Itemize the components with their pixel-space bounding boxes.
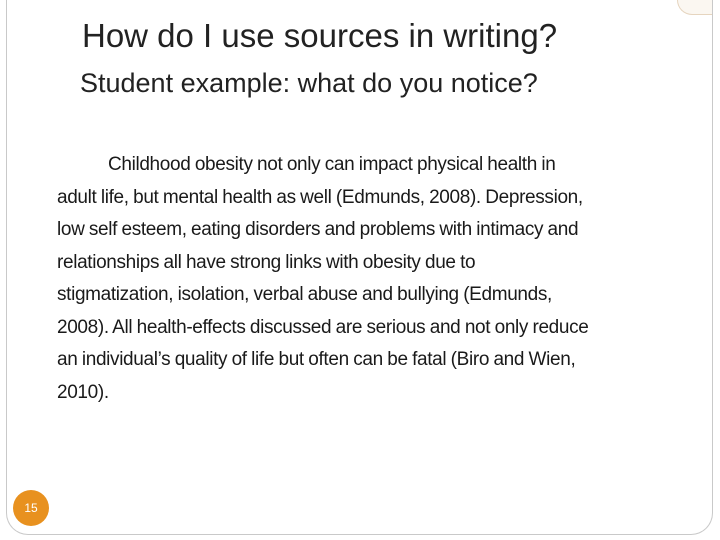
slide-title: How do I use sources in writing? [82, 17, 558, 54]
body-line: an individual’s quality of life but often can be fatal (Biro and Wien, [57, 349, 576, 370]
body-paragraph [57, 149, 687, 409]
slide-subtitle: Student example: what do you notice? [80, 68, 538, 98]
body-line: 2008). All health-effects discussed are serious and not only reduce [57, 316, 589, 338]
body-line: 2010). [57, 381, 109, 403]
body-line: stigmatization, isolation, verbal abuse and bullying (Edmunds, [57, 284, 552, 305]
slide-number-badge: 15 [13, 490, 49, 526]
body-line: adult life, but mental health as well (Edmunds, 2008). Depression, [57, 186, 583, 208]
corner-decoration [677, 0, 712, 15]
body-line: low self esteem, eating disorders and problems with intimacy and [57, 219, 579, 240]
body-line: relationships all have strong links with obesity due to [57, 251, 476, 273]
body-line: Childhood obesity not only can impact physical health in [108, 154, 556, 175]
